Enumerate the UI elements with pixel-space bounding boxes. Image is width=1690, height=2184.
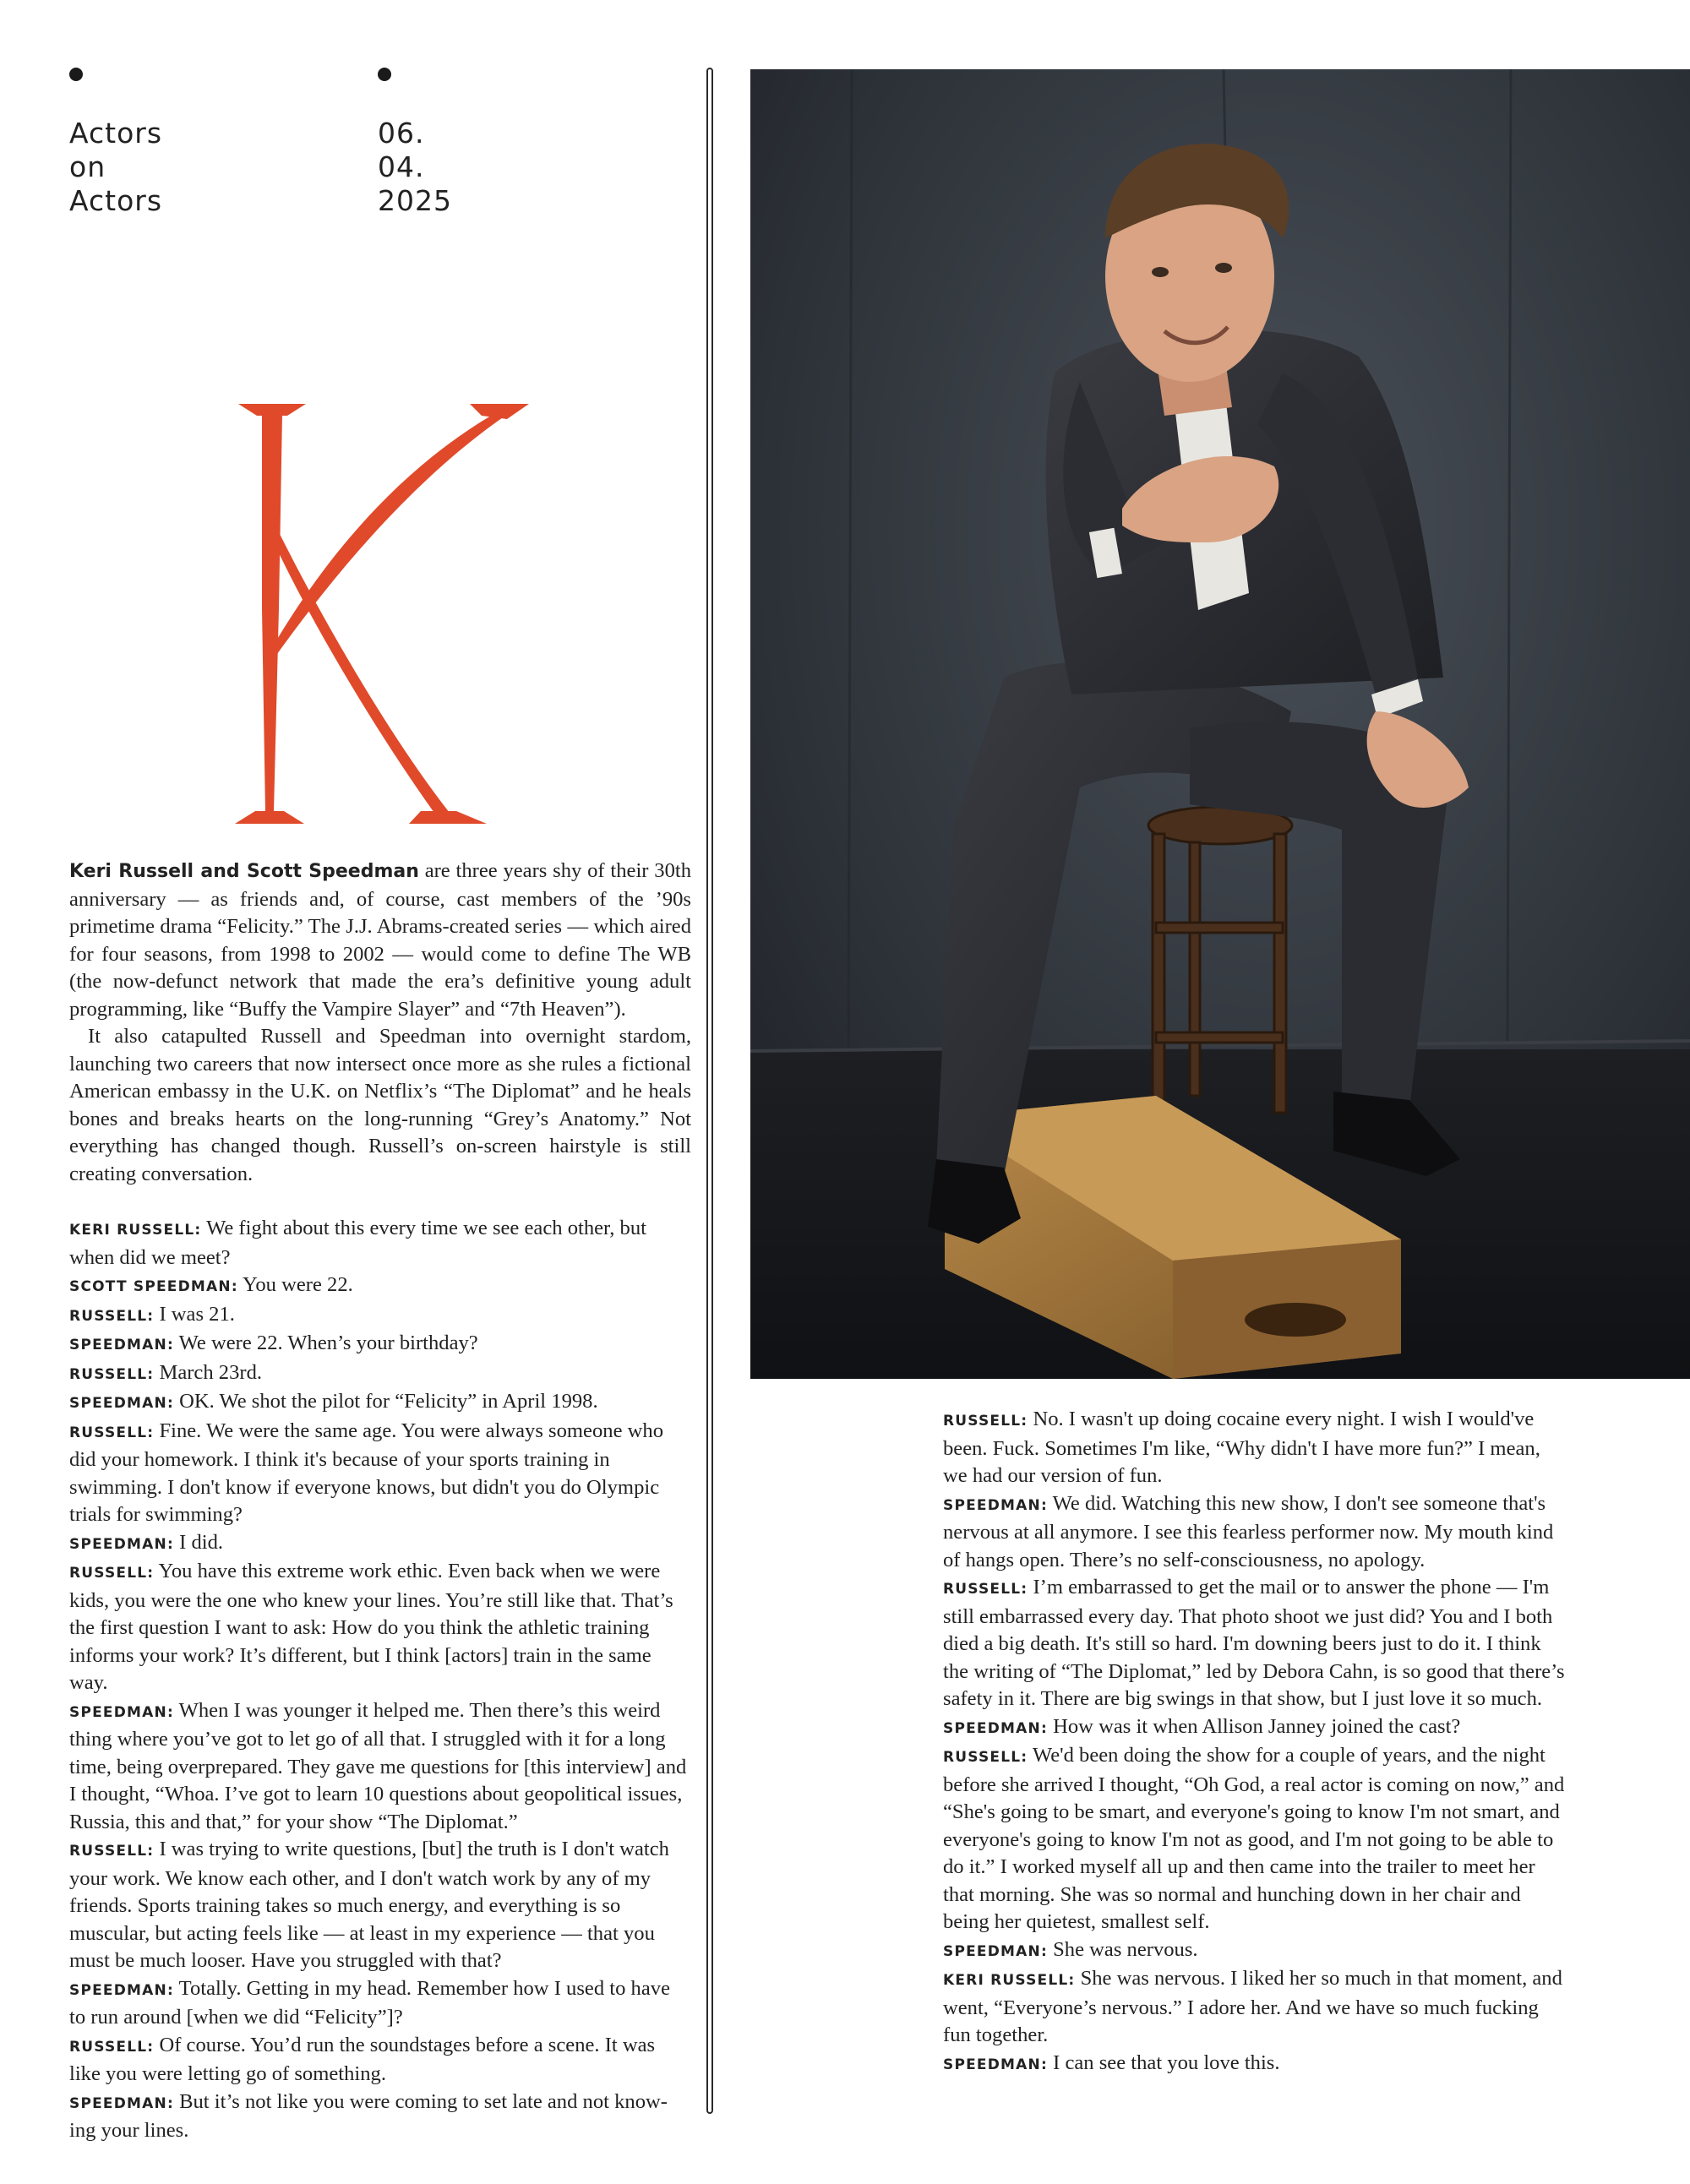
drop-cap-k	[228, 397, 532, 836]
qa-text: Of course. You’d run the soundstages before a scene. It was like you were letting go of something.	[69, 2033, 656, 2085]
qa-entry	[943, 1742, 1565, 1936]
speaker-label: SPEEDMAN:	[69, 1337, 174, 1353]
date-line: 04.	[378, 150, 425, 183]
speaker-label: SPEEDMAN:	[69, 1535, 174, 1553]
qa-entry	[69, 1697, 691, 1837]
qa-text: No. I wasn't up doing cocaine every night. I wish I would've been. Fuck. Sometimes I'm like, “Why didn't I have more fun?” I mean, we had our version of fun.	[943, 1408, 1540, 1487]
speaker-label: SPEEDMAN:	[943, 1942, 1048, 1960]
speaker-label: RUSSELL:	[943, 1581, 1028, 1598]
qa-text: She was nervous. I liked her so much in that moment, and went, “Everyone’s nervous.” I adore her. And we have so much fucking fun together.	[943, 1967, 1562, 2046]
qa-entry	[69, 1418, 691, 1529]
qa-entry	[943, 1713, 1565, 1743]
intro-paragraph	[69, 858, 691, 1023]
speaker-label: RUSSELL:	[69, 1307, 155, 1325]
qa-text: We did. Watching this new show, I don't see someone that's nervous at all anymore. I see this fearless performer now. My mouth kind of hangs open. There’s no self-consciousness, no apology.	[943, 1491, 1554, 1571]
speaker-label: SPEEDMAN:	[69, 1703, 174, 1721]
qa-text: But it’s not like you were coming to set late and not know-ing your lines.	[69, 2089, 668, 2142]
speaker-label: KERI RUSSELL:	[69, 1222, 202, 1239]
speaker-label: SPEEDMAN:	[943, 1496, 1048, 1514]
speaker-label: RUSSELL:	[943, 1413, 1028, 1430]
qa-entry	[943, 2050, 1565, 2079]
qa-text: OK. We shot the pilot for “Felicity” in April 1998.	[173, 1390, 598, 1413]
bullet-dot-section	[69, 68, 83, 81]
qa-entry	[69, 1215, 691, 1272]
qa-entry	[69, 1388, 691, 1418]
speaker-label: KERI RUSSELL:	[943, 1972, 1076, 1989]
speaker-label: RUSSELL:	[69, 1365, 155, 1383]
qa-text: We'd been doing the show for a couple of years, and the night before she arrived I thought, “Oh God, a real actor is coming on now,” and “She's going to be smart, and everyone's going to know I'm not smart, and everyone's going to know I'm not as good, and I'm not going to be able to do it.” I worked myself all up and then came into the trailer to meet her that morning. She was so normal and hunching down in her chair and being her quietest, smallest self.	[943, 1744, 1565, 1933]
speaker-label: RUSSELL:	[69, 1565, 155, 1582]
interview-qa-left	[69, 1215, 691, 2145]
speaker-label: RUSSELL:	[69, 1424, 155, 1441]
qa-text: I’m embarrassed to get the mail or to answer the phone — I'm still embarrassed every day. That photo shoot we just did? You and I both died a big death. It's still so hard. I'm downing beers just to do it. I think the writing of “The Diplomat,” led by Debora Cahn, is so good that there’s safety in it. There are big swings in that show, but I just love it so much.	[943, 1576, 1565, 1710]
qa-text: When I was younger it helped me. Then there’s this weird thing where you’ve got to let go of all that. I struggled with it for a long time, being overprepared. They gave me questions for [this interview] and I thought, “Whoa. I’ve got to learn 10 questions about geopolitical issues, Russia, this and that,” for your show “The Diplomat.”	[69, 1698, 687, 1833]
section-line: Actors	[69, 117, 163, 150]
qa-text: You have this extreme work ethic. Even back when we were kids, you were the one who knew your lines. You’re still like that. That’s the first question I want to ask: How do you think the athletic training informs your work? It’s different, but I think [actors] train in the same way.	[69, 1560, 673, 1694]
qa-entry	[943, 1936, 1565, 1966]
qa-entry	[69, 1558, 691, 1697]
speaker-label: SPEEDMAN:	[943, 1719, 1048, 1737]
speaker-label: SPEEDMAN:	[943, 2056, 1048, 2073]
qa-entry	[69, 1975, 691, 2032]
qa-text: You were 22.	[237, 1273, 353, 1296]
qa-text: Totally. Getting in my head. Remember how I used to have to run around [when we did “Felicity”]?	[69, 1976, 670, 2029]
qa-text: March 23rd.	[154, 1360, 263, 1384]
speaker-label: RUSSELL:	[69, 2038, 155, 2056]
qa-entry	[69, 1330, 691, 1359]
qa-entry	[69, 1836, 691, 1975]
speaker-label: SCOTT SPEEDMAN:	[69, 1278, 238, 1295]
portrait-photo	[750, 69, 1690, 1379]
qa-text: She was nervous.	[1047, 1937, 1198, 1961]
qa-entry	[69, 1359, 691, 1389]
qa-text: I did.	[173, 1530, 224, 1554]
qa-entry	[943, 1574, 1565, 1713]
speaker-label: SPEEDMAN:	[69, 1981, 174, 1999]
qa-entry	[69, 1272, 691, 1301]
qa-text: We were 22. When’s your birthday?	[173, 1332, 478, 1354]
section-label	[69, 117, 162, 218]
qa-entry	[69, 2032, 691, 2089]
qa-entry	[69, 1529, 691, 1559]
interview-qa-right	[943, 1406, 1565, 2078]
date-line: 2025	[378, 184, 452, 217]
qa-entry	[69, 2089, 691, 2145]
article-left-column	[69, 858, 691, 2145]
intro	[69, 858, 691, 1188]
lead-names: Keri Russell and Scott Speedman	[69, 861, 419, 882]
qa-text: How was it when Allison Janney joined the cast?	[1047, 1714, 1461, 1738]
qa-entry	[69, 1301, 691, 1331]
speaker-label: RUSSELL:	[69, 1843, 155, 1860]
qa-text: I can see that you love this.	[1047, 2051, 1280, 2074]
column-divider	[706, 68, 713, 2114]
intro-text: are three years shy of their 30th anniversary — as friends and, of course, cast members of the ’90s primetime drama “Felicity.” The J.J. Abrams-created series — which aired for four seasons, from 1998 to 2002 — would come to define The WB (the now-defunct network that made the era’s definitive young adult programming, like “Buffy the Vampire Slayer” and “7th Heaven”).	[69, 859, 691, 1021]
speaker-label: RUSSELL:	[943, 1749, 1028, 1766]
section-line: Actors	[69, 184, 163, 217]
issue-date	[378, 117, 452, 218]
article-right-column	[943, 1406, 1565, 2078]
date-line: 06.	[378, 117, 425, 150]
qa-text: Fine. We were the same age. You were always someone who did your homework. I think it's because of your sports training in swimming. I don't know if everyone knows, but didn't you do Olympic trials for swimming?	[69, 1419, 663, 1526]
qa-text: I was trying to write questions, [but] the truth is I don't watch your work. We know each other, and I don't watch work by any of my friends. Sports training takes so much energy, and everything is so muscular, but acting feels like — at least in my experience — that you must be much looser. Have you struggled with that?	[69, 1838, 669, 1972]
qa-entry	[943, 1406, 1565, 1490]
speaker-label: SPEEDMAN:	[69, 1395, 174, 1412]
section-line: on	[69, 150, 106, 183]
qa-entry	[943, 1490, 1565, 1575]
speaker-label: SPEEDMAN:	[69, 2094, 174, 2112]
bullet-dot-date	[378, 68, 391, 81]
qa-text: I was 21.	[154, 1302, 235, 1326]
intro-paragraph: It also catapulted Russell and Speedman into overnight stardom, launching two careers that now intersect once more as she rules a fictional American embassy in the U.K. on Netflix’s “The Diplomat” and he heals bones and breaks hearts on the long-running “Grey’s Anatomy.” Not everything has changed though. Russell’s on-screen hairstyle is still creating conversation.	[69, 1025, 691, 1185]
qa-text: We fight about this every time we see each other, but when did we meet?	[69, 1217, 646, 1269]
qa-entry	[943, 1965, 1565, 2050]
